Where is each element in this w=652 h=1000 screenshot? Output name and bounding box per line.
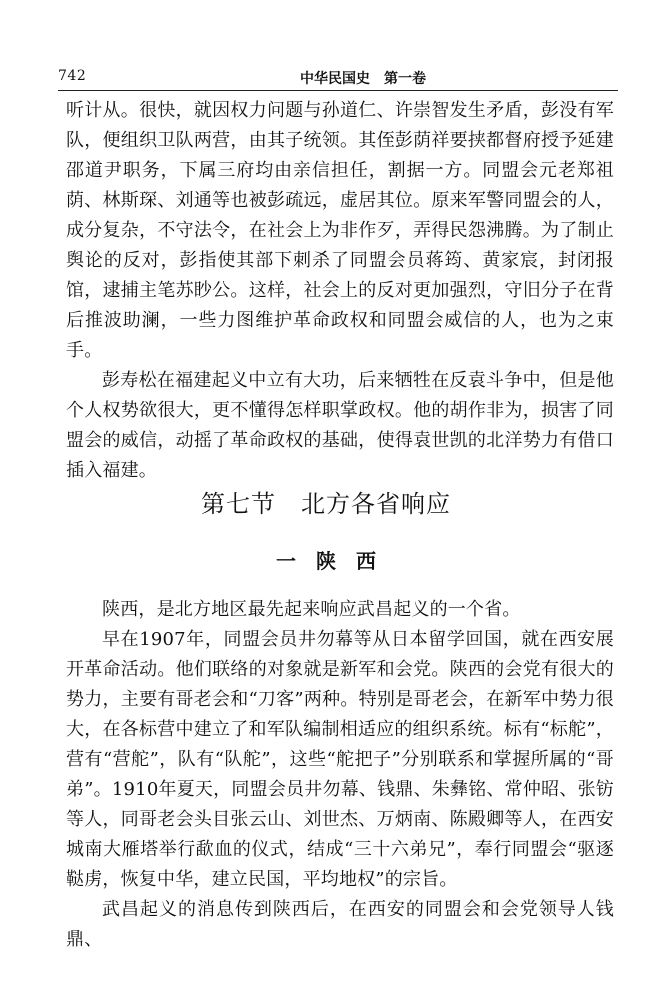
page-number: 742 — [58, 68, 87, 84]
subsection-title: 一 陕 西 — [276, 549, 376, 573]
body-text-bottom — [66, 595, 614, 955]
paragraph: 彭寿松在福建起义中立有大功，后来牺牲在反袁斗争中，但是他个人权势欲很大，更不懂得怎样职掌政权。他的胡作非为，损害了同盟会的威信，动摇了革命政权的基础，使得袁世凯的北洋势力有借口插入福建。 — [66, 370, 614, 481]
paragraph: 听计从。很快，就因权力问题与孙道仁、许崇智发生矛盾，彭没有军队，便组织卫队两营，由其子统领。其侄彭荫祥要挟都督府授予延建邵道尹职务，下属三府均由亲信担任，割据一方。同盟会元老郑祖荫、林斯琛、刘通等也被彭疏远，虚居其位。原来军警同盟会的人，成分复杂，不守法令，在社会上为非作歹，弄得民怨沸腾。为了制止舆论的反对，彭指使其部下刺杀了同盟会员蒋筠、黄家宸，封闭报馆，逮捕主笔苏眇公。这样，社会上的反对更加强烈，守旧分子在背后推波助澜，一些力图维护革命政权和同盟会威信的人，也为之束手。 — [66, 100, 614, 361]
paragraph: 早在1907年，同盟会员井勿幕等从日本留学回国，就在西安展开革命活动。他们联络的对象就是新军和会党。陕西的会党有很大的势力，主要有哥老会和“刀客”两种。特别是哥老会，在新军中势力很大，在各标营中建立了和军队编制相适应的组织系统。标有“标舵”，营有“营舵”，队有“队舵”，这些“舵把子”分别联系和掌握所属的“哥弟”。1910年夏天，同盟会员井勿幕、钱鼎、朱彝铭、常仲昭、张钫等人，同哥老会头目张云山、刘世杰、万炳南、陈殿卿等人，在西安城南大雁塔举行歃血的仪式，结成“三十六弟兄”，奉行同盟会“驱逐鞑虏，恢复中华，建立民国，平均地权”的宗旨。 — [66, 629, 614, 890]
body-text-top — [66, 96, 614, 486]
page-header — [58, 68, 618, 90]
paragraph: 武昌起义的消息传到陕西后，在西安的同盟会和会党领导人钱鼎、 — [66, 899, 614, 950]
section-title: 第七节 北方各省响应 — [201, 490, 451, 518]
header-divider — [58, 90, 618, 91]
running-title: 中华民国史 第一卷 — [300, 71, 426, 87]
paragraph: 陕西，是北方地区最先起来响应武昌起义的一个省。 — [102, 599, 521, 620]
